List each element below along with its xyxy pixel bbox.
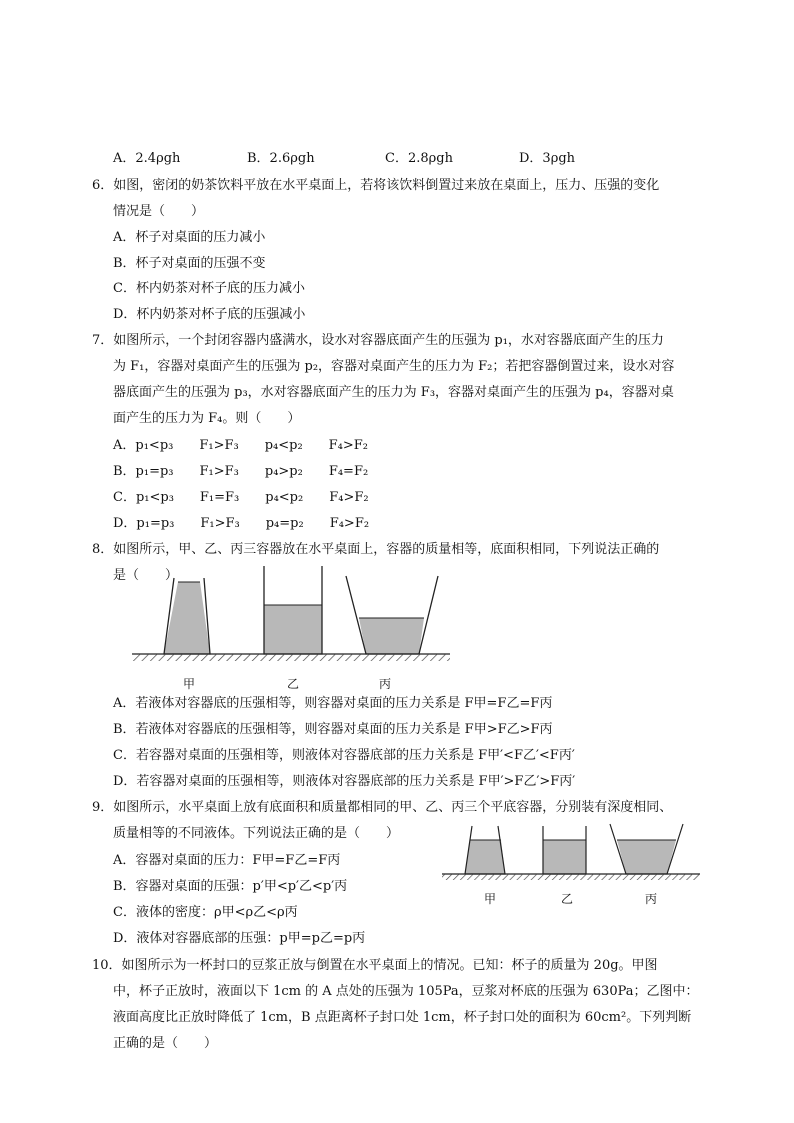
q7-stem: 7．如图所示，一个封闭容器内盛满水，设水对容器底面产生的压强为 p₁，水对容器底面产生的压力 (92, 333, 664, 348)
q9-jia-liquid (465, 840, 505, 874)
q6-option-c: C．杯内奶茶对杯子底的压力减小 (113, 281, 305, 296)
q10-stem: 10．如图所示为一杯封口的豆浆正放与倒置在水平桌面上的情况。已知：杯子的质量为 20g。甲图 (92, 958, 658, 973)
q8-option-b: B．若液体对容器底的压强相等，则容器对桌面的压力关系是 F甲>F乙>F丙 (113, 722, 553, 737)
q5-option-b: B．2.6ρgh (247, 151, 315, 166)
q8-option-a: A．若液体对容器底的压强相等，则容器对桌面的压力关系是 F甲=F乙=F丙 (113, 696, 553, 711)
q10-stem: 液面高度比正放时降低了 1cm，B 点距离杯子封口处 1cm，杯子封口处的面积为 60cm²。下列判断 (113, 1010, 692, 1025)
q8-label-jia: 甲 (183, 677, 196, 691)
q6-option-b: B．杯子对桌面的压强不变 (113, 256, 266, 271)
q10-stem: 正确的是（ ） (113, 1036, 218, 1051)
q8-table-hatch (132, 654, 450, 661)
q5-option-d: D．3ρgh (519, 151, 576, 166)
q7-option-c: C．p₁<p₃ F₁=F₃ p₄<p₂ F₄>F₂ (113, 490, 369, 505)
q9-label-yi: 乙 (561, 892, 574, 906)
q8-yi-liquid (264, 605, 322, 654)
q9-option-a: A．容器对桌面的压力：F甲=F乙=F丙 (113, 853, 341, 868)
q9-stem: 9．如图所示，水平桌面上放有底面积和质量都相同的甲、乙、丙三个平底容器，分别装有深度相同、 (92, 800, 673, 815)
q8-jia-liquid (164, 582, 210, 654)
q6-option-d: D．杯内奶茶对杯子底的压强减小 (113, 307, 306, 322)
q7-stem: 器底面产生的压强为 p₃，水对容器底面产生的压力为 F₃，容器对桌面产生的压强为 p₄，容器对桌 (113, 385, 674, 400)
q8-bing-liquid (359, 618, 424, 654)
q8-label-bing: 丙 (379, 677, 392, 691)
q7-option-b: B．p₁=p₃ F₁>F₃ p₄>p₂ F₄=F₂ (113, 464, 369, 479)
q6-stem: 情况是（ ） (113, 204, 205, 219)
q8-containers-figure (128, 564, 453, 664)
q7-stem: 面产生的压力为 F₄。则（ ） (113, 411, 301, 426)
q9-bing-liquid (617, 840, 676, 874)
q8-stem: 是（ ） (113, 568, 179, 583)
q9-option-d: D．液体对容器底部的压强：p甲=p乙=p丙 (113, 931, 366, 946)
q9-option-b: B．容器对桌面的压强：p′甲<p′乙<p′丙 (113, 879, 348, 894)
q8-option-d: D．若容器对桌面的压强相等，则液体对容器底部的压力关系是 F甲′>F乙′>F丙′ (113, 774, 576, 789)
q8-stem: 8．如图所示，甲、乙、丙三容器放在水平桌面上，容器的质量相等，底面积相同，下列说法正确的 (92, 542, 660, 557)
q9-table-hatch (442, 874, 700, 880)
q8-option-c: C．若容器对桌面的压强相等，则液体对容器底部的压力关系是 F甲′<F乙′<F丙′ (113, 748, 575, 763)
q5-options (113, 150, 713, 168)
q7-option-d: D．p₁=p₃ F₁>F₃ p₄=p₂ F₄>F₂ (113, 516, 370, 531)
q10-stem: 中，杯子正放时，液面以下 1cm 的 A 点处的压强为 105Pa，豆浆对杯底的压强为 630Pa；乙图中： (113, 984, 699, 999)
q7-option-a: A．p₁<p₃ F₁>F₃ p₄<p₂ F₄>F₂ (113, 438, 369, 453)
q9-label-jia: 甲 (484, 892, 497, 906)
q9-containers-figure (440, 822, 702, 888)
q5-option-c: C．2.8ρgh (385, 151, 453, 166)
q8-label-yi: 乙 (287, 677, 300, 691)
q6-stem: 6．如图，密闭的奶茶饮料平放在水平桌面上，若将该饮料倒置过来放在桌面上，压力、压强的变化 (92, 178, 660, 193)
q6-option-a: A．杯子对桌面的压力减小 (113, 230, 266, 245)
q5-option-a: A．2.4ρgh (113, 151, 181, 166)
q9-stem: 质量相等的不同液体。下列说法正确的是（ ） (113, 826, 400, 841)
q9-option-c: C．液体的密度：ρ甲<ρ乙<ρ丙 (113, 905, 298, 920)
q7-stem: 为 F₁，容器对桌面产生的压强为 p₂，容器对桌面产生的压力为 F₂；若把容器倒置过来，设水对容 (113, 359, 675, 374)
q9-yi-liquid (543, 840, 586, 874)
q9-label-bing: 丙 (645, 892, 658, 906)
